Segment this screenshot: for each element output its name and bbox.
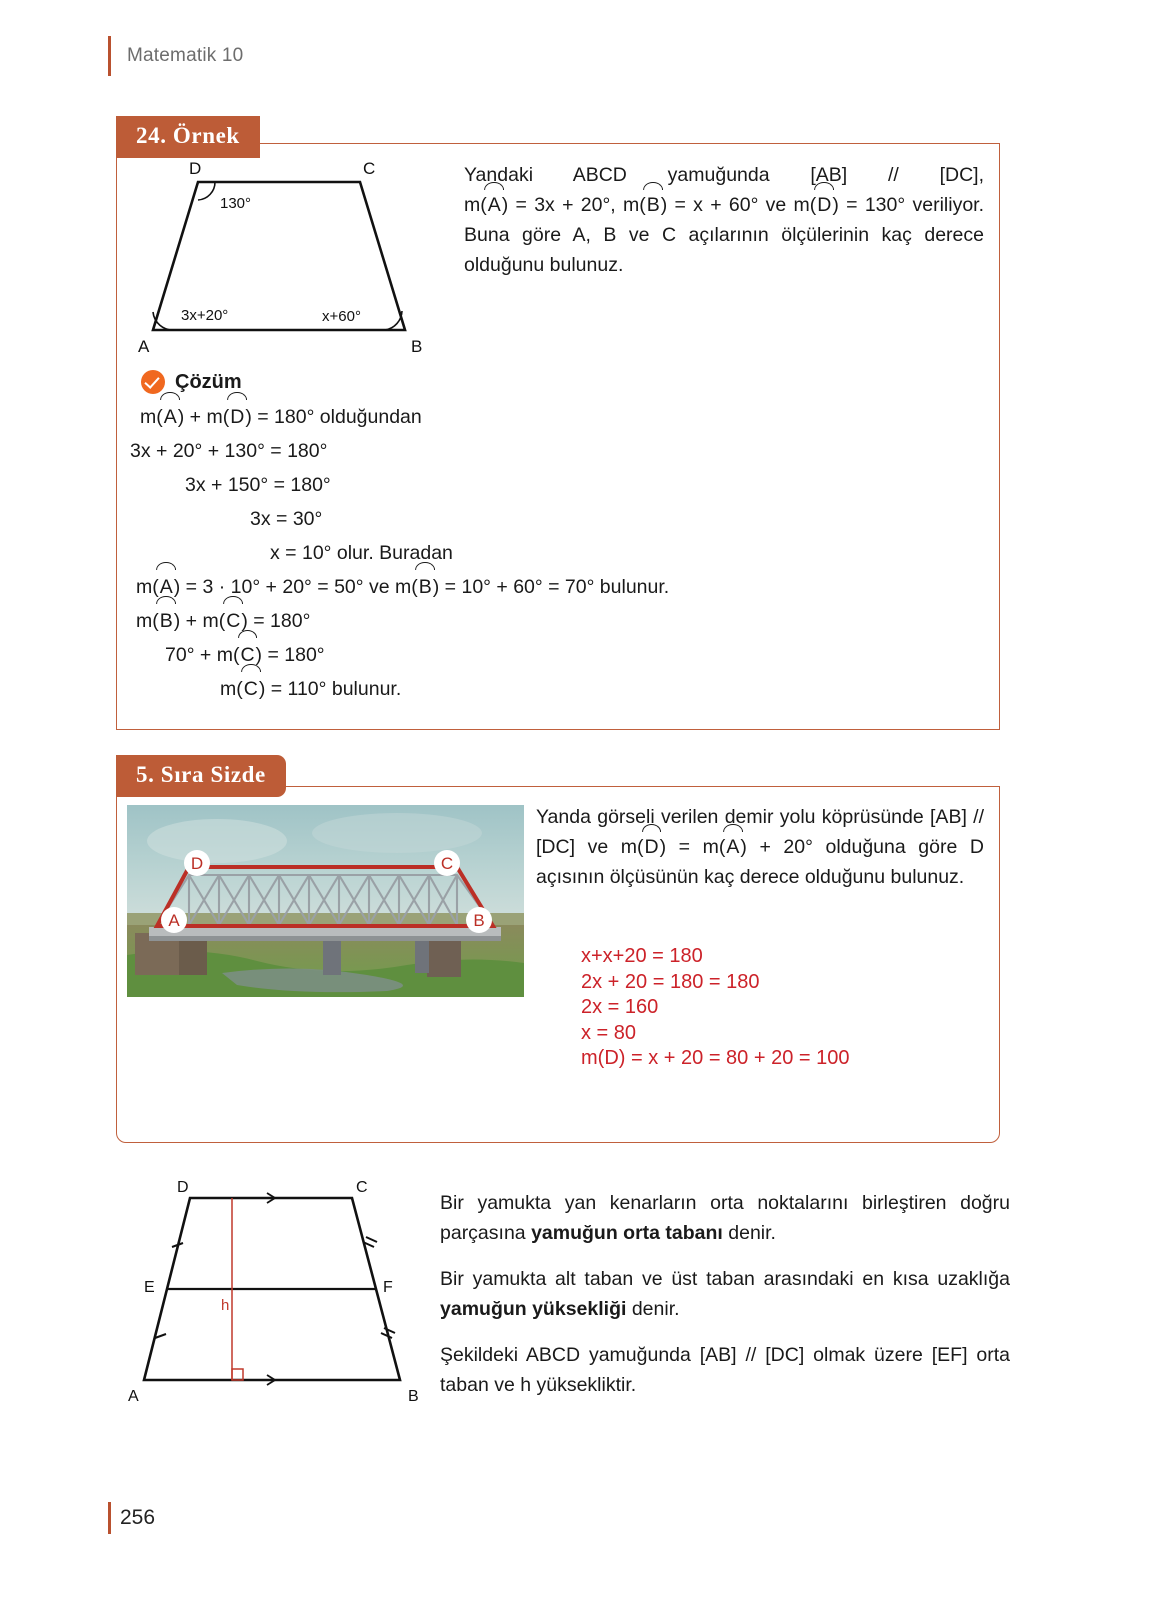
figure-angle-d: 130° <box>220 195 252 212</box>
angle-arc-icon <box>227 392 247 400</box>
svg-text:D: D <box>190 854 204 873</box>
midseg-vertex-e: E <box>144 1279 155 1296</box>
solution-step: 3x + 20° + 130° = 180° <box>130 440 328 462</box>
svg-text:B: B <box>473 911 485 930</box>
solution-step: 70° + m( C) = 180° <box>130 638 890 672</box>
solution-step: x = 10° olur. Buradan <box>270 542 453 564</box>
example-tab-label: 24. Örnek <box>116 116 260 158</box>
sirasizde-prompt-l4: bulunuz. <box>890 866 965 888</box>
figure-angle-a: 3x+20° <box>181 307 229 324</box>
solution-step: m( A) = 3 · 10° + 20° = 50° ve m( B) = 10° + 60° = 70° bulunur. <box>130 570 890 604</box>
midseg-vertex-a: A <box>128 1388 139 1405</box>
example-trapezoid-figure <box>130 160 450 360</box>
page-footer <box>108 1502 155 1534</box>
definition-figure-note: Şekildeki ABCD yamuğunda [AB] // [DC] olmak üzere [EF] orta taban ve h yüksekliktir. <box>440 1344 1010 1396</box>
figure-vertex-b: B <box>411 337 423 356</box>
running-head <box>108 36 243 76</box>
svg-text:C: C <box>440 854 454 873</box>
angle-arc-icon <box>642 824 662 832</box>
angle-arc-icon <box>241 664 261 672</box>
example-prompt-rest: veriliyor. Buna göre A, B ve C açılarının ölçülerinin kaç derece olduğunu bulunuz. <box>464 194 985 276</box>
svg-text:A: A <box>168 911 180 930</box>
angle-notation-b: B <box>159 604 174 638</box>
angle-notation-a: A <box>487 190 502 220</box>
solution-step: 3x = 30° <box>250 508 323 530</box>
sirasizde-tab-label: 5. Sıra Sizde <box>116 755 286 797</box>
angle-arc-icon <box>643 182 663 190</box>
midsegment-figure <box>122 1180 442 1405</box>
midseg-height-label: h <box>221 1297 230 1314</box>
example-prompt-angle-b: m( B) = x + 60° ve <box>623 194 794 216</box>
student-answer-line: 2x = 160 <box>581 996 659 1018</box>
example-prompt-line1-pre: Yandaki ABCD yamuğunda <box>464 164 811 186</box>
definition-midsegment: Bir yamukta yan kenarların orta noktalarını birleştiren doğru parçasına yamuğun orta tabanı denir. <box>440 1192 1010 1244</box>
angle-notation-b: B <box>646 190 661 220</box>
figure-angle-b: x+60° <box>322 308 361 325</box>
student-answer-line: 2x + 20 = 180 = 180 <box>581 970 760 993</box>
angle-arc-icon <box>160 392 180 400</box>
figure-vertex-d: D <box>189 160 202 178</box>
definitions-text <box>440 1188 1010 1400</box>
running-head-title: Matematik 10 <box>127 45 244 66</box>
bridge-photo <box>127 805 524 997</box>
running-head-rule <box>108 36 111 76</box>
angle-notation-a: A <box>163 400 178 434</box>
angle-arc-icon <box>415 562 435 570</box>
solution-step: 3x + 150° = 180° <box>185 474 331 496</box>
angle-notation-d: D <box>229 400 245 434</box>
folio-rule <box>108 1502 111 1534</box>
solution-steps <box>130 400 890 706</box>
student-answer <box>581 944 850 1072</box>
solution-step: m( B) + m( C) = 180° <box>130 604 890 638</box>
figure-vertex-a: A <box>138 337 150 356</box>
example-prompt-line1-post: [AB] // [DC], <box>810 164 984 186</box>
solution-header <box>141 370 242 394</box>
angle-arc-icon <box>223 596 243 604</box>
example-prompt-angle-a: m( A) = 3x + 20°, <box>464 194 623 216</box>
student-answer-line: x = 80 <box>581 1021 637 1044</box>
angle-notation-c: C <box>225 604 241 638</box>
angle-notation-a: A <box>159 570 174 604</box>
angle-arc-icon <box>156 562 176 570</box>
angle-arc-icon <box>484 182 504 190</box>
angle-notation-d: D <box>816 190 832 220</box>
page-number: 256 <box>120 1506 156 1529</box>
solution-step: m( C) = 110° bulunur. <box>130 672 890 706</box>
sirasizde-prompt-l2: [AB] // [DC] ve m( D) = m( A) + 20° olduğuna <box>536 806 984 858</box>
angle-notation-a: A <box>725 832 740 862</box>
sirasizde-prompt <box>536 802 984 892</box>
angle-notation-c: C <box>243 672 259 706</box>
student-answer-line: m(D) = x + 20 = 80 + 20 = 100 <box>581 1047 850 1069</box>
midseg-vertex-d: D <box>177 1180 189 1196</box>
angle-arc-icon <box>723 824 743 832</box>
example-prompt-angle-d: m( D) = 130° <box>794 194 906 216</box>
midseg-vertex-f: F <box>383 1279 393 1296</box>
student-answer-line: x+x+20 = 180 <box>581 945 703 967</box>
angle-arc-icon <box>238 630 258 638</box>
angle-notation-c: C <box>239 638 255 672</box>
angle-notation-b: B <box>418 570 433 604</box>
figure-vertex-c: C <box>363 160 376 178</box>
angle-arc-icon <box>814 182 834 190</box>
example-prompt <box>464 160 984 280</box>
definition-height: Bir yamukta alt taban ve üst taban arasındaki en kısa uzaklığa yamuğun yüksekliği denir. <box>440 1268 1010 1320</box>
angle-notation-d: D <box>643 832 659 862</box>
midseg-vertex-c: C <box>356 1180 368 1196</box>
midseg-vertex-b: B <box>408 1388 419 1405</box>
sirasizde-prompt-l3: göre D açısının ölçüsünün kaç derece olduğunu <box>536 836 984 888</box>
solution-step: m( A) + m( D) = 180° olduğundan <box>130 400 890 434</box>
angle-arc-icon <box>156 596 176 604</box>
solution-label: Çözüm <box>175 370 242 393</box>
check-circle-icon <box>141 370 165 394</box>
sirasizde-prompt-l1: Yanda görseli verilen demir yolu köprüsünde <box>536 806 924 828</box>
